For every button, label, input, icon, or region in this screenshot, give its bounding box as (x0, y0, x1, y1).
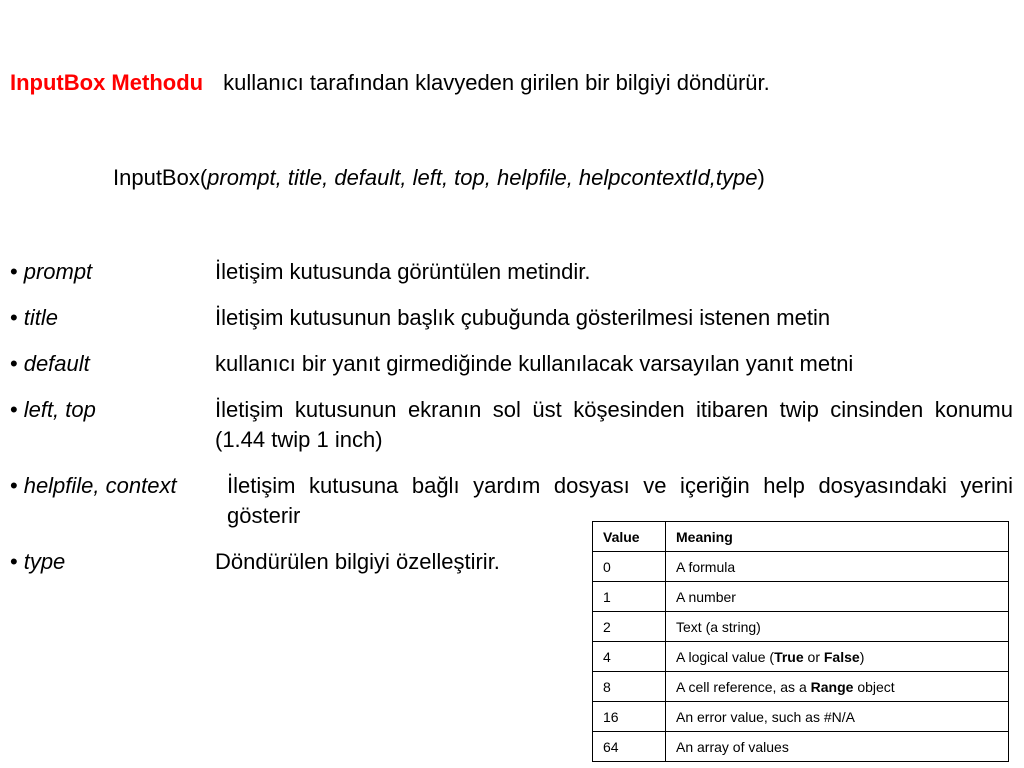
param-term: title (23, 305, 58, 330)
bullet-icon: • (10, 351, 18, 376)
cell-meaning: A number (666, 582, 1009, 612)
method-name: InputBox Methodu (10, 70, 204, 95)
type-values-table (592, 521, 1009, 762)
param-title (10, 303, 1013, 333)
param-name (10, 471, 177, 501)
table-row (593, 732, 1009, 762)
param-name (10, 349, 90, 379)
table-row (593, 612, 1009, 642)
param-desc: kullanıcı bir yanıt girmediğinde kullanılacak varsayılan yanıt metni (215, 351, 854, 376)
bullet-icon: • (10, 305, 18, 330)
param-name (10, 395, 96, 425)
meaning-text: A logical value ( (676, 648, 775, 665)
param-desc: İletişim kutusunun ekranın sol üst köşesinden itibaren twip cinsinden konumu (1.44 twip 1 inch) (215, 397, 1013, 452)
cell-meaning: A formula (666, 552, 1009, 582)
param-desc: İletişim kutusunda görüntülen metindir. (215, 259, 591, 284)
syntax-params: prompt, title, default, left, top, helpfile, helpcontextId,type (207, 165, 758, 190)
table-row (593, 702, 1009, 732)
syntax-line (113, 165, 765, 191)
cell-value: 0 (593, 552, 666, 582)
param-name (10, 303, 58, 333)
param-desc: İletişim kutusunun başlık çubuğunda gösterilmesi istenen metin (215, 305, 831, 330)
cell-meaning: An array of values (666, 732, 1009, 762)
cell-meaning (666, 672, 1009, 702)
param-prompt (10, 257, 1013, 287)
meaning-text: A cell reference, as a (676, 678, 811, 695)
cell-value: 8 (593, 672, 666, 702)
table-header-row (593, 522, 1009, 552)
meaning-text: object (853, 678, 895, 695)
syntax-close: ) (757, 165, 765, 190)
param-name (10, 547, 65, 577)
param-left-top (10, 395, 1013, 455)
param-desc: Döndürülen bilgiyi özelleştirir. (215, 549, 500, 574)
param-default (10, 349, 1013, 379)
param-term: default (23, 351, 90, 376)
table-row (593, 552, 1009, 582)
param-term: left, top (23, 397, 96, 422)
cell-meaning: Text (a string) (666, 612, 1009, 642)
keyword-false: False (823, 648, 860, 665)
cell-value: 1 (593, 582, 666, 612)
title-line (10, 70, 770, 96)
bullet-icon: • (10, 549, 18, 574)
table-row (593, 582, 1009, 612)
param-term: prompt (23, 259, 93, 284)
cell-value: 16 (593, 702, 666, 732)
param-desc: İletişim kutusuna bağlı yardım dosyası ve içeriğin help dosyasındaki yerini gösterir (227, 473, 1013, 528)
bullet-icon: • (10, 397, 18, 422)
bullet-icon: • (10, 259, 18, 284)
method-description: kullanıcı tarafından klavyeden girilen bir bilgiyi döndürür. (223, 70, 770, 95)
table-row (593, 642, 1009, 672)
header-value: Value (593, 522, 666, 552)
cell-value: 4 (593, 642, 666, 672)
meaning-text: or (803, 648, 824, 665)
param-term: helpfile, context (23, 473, 177, 498)
cell-meaning (666, 642, 1009, 672)
bullet-icon: • (10, 473, 18, 498)
cell-value: 64 (593, 732, 666, 762)
cell-meaning: An error value, such as #N/A (666, 702, 1009, 732)
meaning-text: ) (859, 648, 865, 665)
keyword-true: True (774, 648, 804, 665)
syntax-func: InputBox( (113, 165, 208, 190)
header-meaning: Meaning (666, 522, 1009, 552)
cell-value: 2 (593, 612, 666, 642)
table-row (593, 672, 1009, 702)
param-name (10, 257, 92, 287)
keyword-range: Range (810, 678, 854, 695)
param-term: type (23, 549, 66, 574)
